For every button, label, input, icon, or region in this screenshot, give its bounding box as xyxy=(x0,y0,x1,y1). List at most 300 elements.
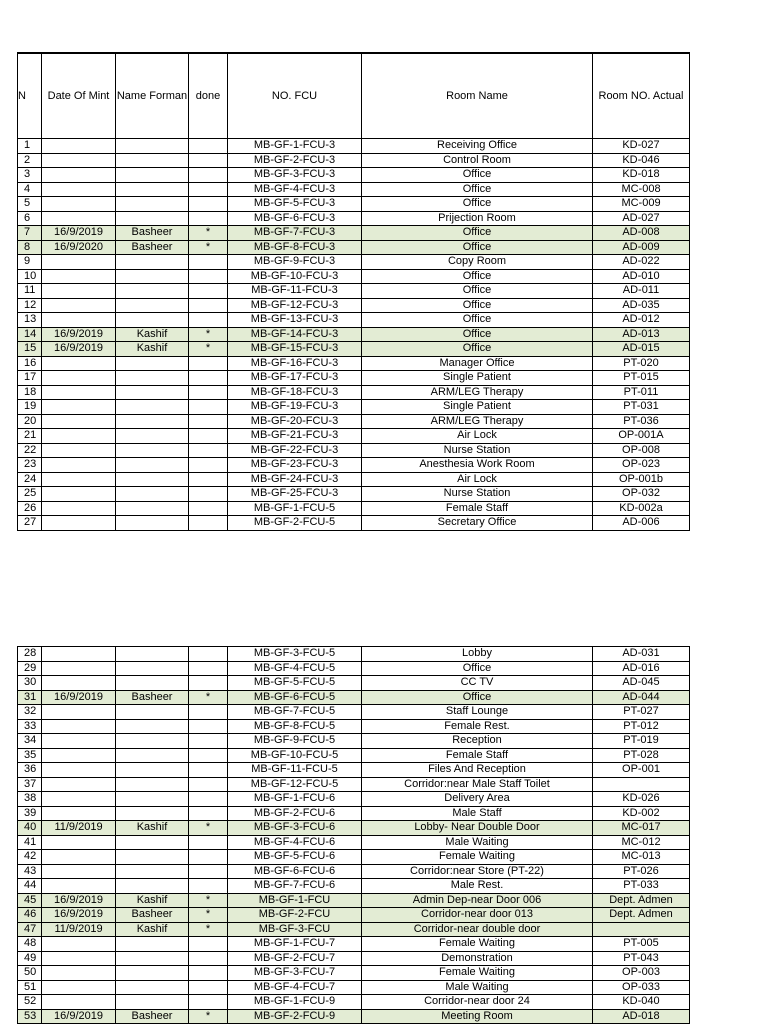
room-name-cell: Nurse Station xyxy=(362,487,593,502)
table-row xyxy=(18,821,690,836)
done-cell xyxy=(189,472,228,487)
room-no-cell: OP-032 xyxy=(593,487,690,502)
table-row xyxy=(18,255,690,270)
date-cell xyxy=(42,182,116,197)
table-row xyxy=(18,501,690,516)
date-cell xyxy=(42,168,116,183)
forman-cell xyxy=(116,385,189,400)
date-cell xyxy=(42,458,116,473)
forman-cell xyxy=(116,168,189,183)
room-no-cell: AD-018 xyxy=(593,1009,690,1024)
done-cell xyxy=(189,168,228,183)
forman-cell: Kashif xyxy=(116,893,189,908)
fcu-cell: MB-GF-17-FCU-3 xyxy=(228,371,362,386)
row-number: 8 xyxy=(18,240,42,255)
room-name-cell: Reception xyxy=(362,734,593,749)
room-name-cell: Office xyxy=(362,197,593,212)
room-name-cell: Manager Office xyxy=(362,356,593,371)
fcu-cell: MB-GF-15-FCU-3 xyxy=(228,342,362,357)
row-number: 49 xyxy=(18,951,42,966)
row-number: 24 xyxy=(18,472,42,487)
fcu-cell: MB-GF-5-FCU-5 xyxy=(228,676,362,691)
date-cell xyxy=(42,255,116,270)
done-cell xyxy=(189,835,228,850)
fcu-cell: MB-GF-2-FCU-9 xyxy=(228,1009,362,1024)
room-no-cell: AD-016 xyxy=(593,661,690,676)
done-cell xyxy=(189,879,228,894)
forman-cell xyxy=(116,705,189,720)
forman-cell xyxy=(116,298,189,313)
fcu-cell: MB-GF-1-FCU-6 xyxy=(228,792,362,807)
forman-cell: Kashif xyxy=(116,922,189,937)
room-name-cell: Lobby- Near Double Door xyxy=(362,821,593,836)
fcu-cell: MB-GF-11-FCU-3 xyxy=(228,284,362,299)
done-cell xyxy=(189,197,228,212)
date-cell xyxy=(42,429,116,444)
done-cell: * xyxy=(189,893,228,908)
done-cell: * xyxy=(189,342,228,357)
done-cell: * xyxy=(189,908,228,923)
forman-cell: Basheer xyxy=(116,908,189,923)
date-cell xyxy=(42,298,116,313)
done-cell xyxy=(189,676,228,691)
done-cell xyxy=(189,705,228,720)
room-no-cell: AD-009 xyxy=(593,240,690,255)
row-number: 42 xyxy=(18,850,42,865)
room-name-cell: Male Staff xyxy=(362,806,593,821)
row-number: 51 xyxy=(18,980,42,995)
room-no-cell: AD-015 xyxy=(593,342,690,357)
room-name-cell: Air Lock xyxy=(362,472,593,487)
forman-cell: Basheer xyxy=(116,240,189,255)
header-date: Date Of Mint xyxy=(42,53,116,139)
table-row xyxy=(18,443,690,458)
row-number: 50 xyxy=(18,966,42,981)
done-cell: * xyxy=(189,226,228,241)
date-cell: 16/9/2019 xyxy=(42,690,116,705)
date-cell: 16/9/2019 xyxy=(42,327,116,342)
room-no-cell: AD-044 xyxy=(593,690,690,705)
room-no-cell: MC-017 xyxy=(593,821,690,836)
done-cell xyxy=(189,211,228,226)
row-number: 1 xyxy=(18,139,42,154)
table-row xyxy=(18,661,690,676)
row-number: 33 xyxy=(18,719,42,734)
done-cell xyxy=(189,734,228,749)
row-number: 46 xyxy=(18,908,42,923)
room-no-cell: PT-043 xyxy=(593,951,690,966)
done-cell xyxy=(189,400,228,415)
row-number: 37 xyxy=(18,777,42,792)
room-no-cell: AD-012 xyxy=(593,313,690,328)
table-row xyxy=(18,371,690,386)
fcu-table-top xyxy=(17,52,690,531)
table-row xyxy=(18,719,690,734)
date-cell xyxy=(42,313,116,328)
row-number: 48 xyxy=(18,937,42,952)
table-row xyxy=(18,400,690,415)
date-cell xyxy=(42,400,116,415)
room-no-cell: PT-033 xyxy=(593,879,690,894)
table-row xyxy=(18,298,690,313)
forman-cell xyxy=(116,516,189,531)
fcu-cell: MB-GF-2-FCU-5 xyxy=(228,516,362,531)
done-cell: * xyxy=(189,922,228,937)
header-fcu: NO. FCU xyxy=(228,53,362,139)
date-cell xyxy=(42,516,116,531)
room-no-cell: PT-020 xyxy=(593,356,690,371)
room-name-cell: Female Staff xyxy=(362,748,593,763)
table-row xyxy=(18,647,690,662)
done-cell: * xyxy=(189,1009,228,1024)
room-name-cell: Office xyxy=(362,168,593,183)
room-no-cell: KD-002 xyxy=(593,806,690,821)
header-n: N xyxy=(18,53,42,139)
date-cell: 16/9/2019 xyxy=(42,226,116,241)
room-name-cell: Anesthesia Work Room xyxy=(362,458,593,473)
room-name-cell: Office xyxy=(362,661,593,676)
table-row xyxy=(18,864,690,879)
date-cell xyxy=(42,139,116,154)
header-forman: Name Forman xyxy=(116,53,189,139)
room-no-cell: AD-006 xyxy=(593,516,690,531)
table-row xyxy=(18,516,690,531)
room-name-cell: Office xyxy=(362,313,593,328)
room-name-cell: Secretary Office xyxy=(362,516,593,531)
room-name-cell: Corridor:near Male Staff Toilet xyxy=(362,777,593,792)
table-row xyxy=(18,763,690,778)
room-no-cell: PT-005 xyxy=(593,937,690,952)
done-cell xyxy=(189,487,228,502)
done-cell: * xyxy=(189,240,228,255)
room-no-cell: PT-031 xyxy=(593,400,690,415)
room-name-cell: Female Waiting xyxy=(362,937,593,952)
forman-cell xyxy=(116,371,189,386)
fcu-cell: MB-GF-2-FCU-7 xyxy=(228,951,362,966)
table-row xyxy=(18,980,690,995)
forman-cell xyxy=(116,414,189,429)
room-no-cell: PT-036 xyxy=(593,414,690,429)
fcu-cell: MB-GF-1-FCU xyxy=(228,893,362,908)
done-cell xyxy=(189,458,228,473)
room-name-cell: Air Lock xyxy=(362,429,593,444)
forman-cell xyxy=(116,487,189,502)
room-name-cell: Male Rest. xyxy=(362,879,593,894)
row-number: 28 xyxy=(18,647,42,662)
table-row xyxy=(18,487,690,502)
fcu-cell: MB-GF-21-FCU-3 xyxy=(228,429,362,444)
row-number: 44 xyxy=(18,879,42,894)
date-cell xyxy=(42,487,116,502)
room-name-cell: Meeting Room xyxy=(362,1009,593,1024)
room-name-cell: Female Waiting xyxy=(362,966,593,981)
row-number: 14 xyxy=(18,327,42,342)
table-row xyxy=(18,734,690,749)
row-number: 7 xyxy=(18,226,42,241)
forman-cell xyxy=(116,980,189,995)
room-name-cell: Corridor-near double door xyxy=(362,922,593,937)
row-number: 11 xyxy=(18,284,42,299)
date-cell xyxy=(42,980,116,995)
row-number: 15 xyxy=(18,342,42,357)
room-no-cell: Dept. Admen xyxy=(593,893,690,908)
done-cell xyxy=(189,429,228,444)
done-cell xyxy=(189,255,228,270)
table-row xyxy=(18,342,690,357)
table-row xyxy=(18,197,690,212)
done-cell xyxy=(189,371,228,386)
fcu-cell: MB-GF-5-FCU-3 xyxy=(228,197,362,212)
table-row xyxy=(18,211,690,226)
done-cell xyxy=(189,995,228,1010)
fcu-cell: MB-GF-2-FCU xyxy=(228,908,362,923)
fcu-cell: MB-GF-25-FCU-3 xyxy=(228,487,362,502)
date-cell: 16/9/2019 xyxy=(42,1009,116,1024)
room-name-cell: CC TV xyxy=(362,676,593,691)
table-row xyxy=(18,429,690,444)
done-cell xyxy=(189,385,228,400)
table-row xyxy=(18,313,690,328)
table-row xyxy=(18,269,690,284)
table-row xyxy=(18,240,690,255)
forman-cell xyxy=(116,284,189,299)
table-row xyxy=(18,893,690,908)
date-cell xyxy=(42,792,116,807)
room-name-cell: Male Waiting xyxy=(362,835,593,850)
room-no-cell: KD-026 xyxy=(593,792,690,807)
room-no-cell: MC-012 xyxy=(593,835,690,850)
forman-cell xyxy=(116,864,189,879)
table-row xyxy=(18,182,690,197)
fcu-cell: MB-GF-20-FCU-3 xyxy=(228,414,362,429)
table-row xyxy=(18,995,690,1010)
room-no-cell: OP-023 xyxy=(593,458,690,473)
row-number: 22 xyxy=(18,443,42,458)
date-cell xyxy=(42,879,116,894)
table-row xyxy=(18,327,690,342)
room-no-cell: AD-027 xyxy=(593,211,690,226)
room-no-cell: KD-027 xyxy=(593,139,690,154)
forman-cell xyxy=(116,966,189,981)
date-cell xyxy=(42,951,116,966)
table-row xyxy=(18,226,690,241)
table-row xyxy=(18,922,690,937)
room-no-cell: MC-008 xyxy=(593,182,690,197)
fcu-cell: MB-GF-7-FCU-3 xyxy=(228,226,362,241)
fcu-cell: MB-GF-4-FCU-5 xyxy=(228,661,362,676)
table-row xyxy=(18,850,690,865)
room-name-cell: Office xyxy=(362,240,593,255)
room-name-cell: Corridor-near door 24 xyxy=(362,995,593,1010)
forman-cell xyxy=(116,792,189,807)
fcu-cell: MB-GF-2-FCU-3 xyxy=(228,153,362,168)
done-cell xyxy=(189,777,228,792)
room-no-cell: KD-046 xyxy=(593,153,690,168)
fcu-cell: MB-GF-16-FCU-3 xyxy=(228,356,362,371)
fcu-cell: MB-GF-1-FCU-3 xyxy=(228,139,362,154)
header-room-no: Room NO. Actual xyxy=(593,53,690,139)
done-cell xyxy=(189,850,228,865)
forman-cell xyxy=(116,356,189,371)
date-cell: 16/9/2019 xyxy=(42,342,116,357)
fcu-cell: MB-GF-7-FCU-5 xyxy=(228,705,362,720)
done-cell xyxy=(189,501,228,516)
date-cell xyxy=(42,777,116,792)
date-cell xyxy=(42,734,116,749)
forman-cell xyxy=(116,211,189,226)
room-no-cell: KD-040 xyxy=(593,995,690,1010)
fcu-cell: MB-GF-24-FCU-3 xyxy=(228,472,362,487)
fcu-cell: MB-GF-3-FCU-3 xyxy=(228,168,362,183)
table-row xyxy=(18,908,690,923)
done-cell xyxy=(189,966,228,981)
room-no-cell: MC-009 xyxy=(593,197,690,212)
fcu-cell: MB-GF-3-FCU-6 xyxy=(228,821,362,836)
forman-cell xyxy=(116,661,189,676)
done-cell: * xyxy=(189,327,228,342)
forman-cell: Basheer xyxy=(116,226,189,241)
table-row xyxy=(18,792,690,807)
table-row xyxy=(18,705,690,720)
room-name-cell: Receiving Office xyxy=(362,139,593,154)
date-cell xyxy=(42,356,116,371)
date-cell xyxy=(42,501,116,516)
date-cell: 16/9/2019 xyxy=(42,908,116,923)
row-number: 20 xyxy=(18,414,42,429)
row-number: 5 xyxy=(18,197,42,212)
forman-cell xyxy=(116,806,189,821)
room-name-cell: ARM/LEG Therapy xyxy=(362,414,593,429)
forman-cell: Kashif xyxy=(116,342,189,357)
fcu-cell: MB-GF-14-FCU-3 xyxy=(228,327,362,342)
table-row xyxy=(18,458,690,473)
done-cell xyxy=(189,182,228,197)
room-name-cell: Office xyxy=(362,269,593,284)
room-no-cell: AD-008 xyxy=(593,226,690,241)
room-no-cell: AD-031 xyxy=(593,647,690,662)
date-cell xyxy=(42,719,116,734)
table-row xyxy=(18,472,690,487)
date-cell: 16/9/2020 xyxy=(42,240,116,255)
room-name-cell: Female Waiting xyxy=(362,850,593,865)
date-cell xyxy=(42,269,116,284)
date-cell: 16/9/2019 xyxy=(42,893,116,908)
done-cell xyxy=(189,806,228,821)
done-cell xyxy=(189,269,228,284)
table-row xyxy=(18,748,690,763)
row-number: 52 xyxy=(18,995,42,1010)
room-name-cell: Female Staff xyxy=(362,501,593,516)
room-name-cell: Male Waiting xyxy=(362,980,593,995)
date-cell xyxy=(42,705,116,720)
room-no-cell: AD-010 xyxy=(593,269,690,284)
row-number: 17 xyxy=(18,371,42,386)
row-number: 41 xyxy=(18,835,42,850)
room-name-cell: Single Patient xyxy=(362,371,593,386)
forman-cell xyxy=(116,777,189,792)
date-cell xyxy=(42,284,116,299)
done-cell xyxy=(189,313,228,328)
date-cell xyxy=(42,937,116,952)
row-number: 19 xyxy=(18,400,42,415)
row-number: 4 xyxy=(18,182,42,197)
forman-cell: Kashif xyxy=(116,327,189,342)
table-row xyxy=(18,835,690,850)
room-name-cell: Staff Lounge xyxy=(362,705,593,720)
forman-cell xyxy=(116,472,189,487)
room-no-cell: PT-015 xyxy=(593,371,690,386)
forman-cell xyxy=(116,763,189,778)
room-name-cell: Office xyxy=(362,690,593,705)
date-cell xyxy=(42,197,116,212)
fcu-cell: MB-GF-9-FCU-3 xyxy=(228,255,362,270)
done-cell xyxy=(189,980,228,995)
row-number: 2 xyxy=(18,153,42,168)
done-cell xyxy=(189,792,228,807)
room-no-cell: OP-001b xyxy=(593,472,690,487)
room-name-cell: Lobby xyxy=(362,647,593,662)
room-name-cell: Office xyxy=(362,327,593,342)
fcu-cell: MB-GF-10-FCU-5 xyxy=(228,748,362,763)
row-number: 45 xyxy=(18,893,42,908)
fcu-table-bottom xyxy=(17,646,690,1024)
header-room-name: Room Name xyxy=(362,53,593,139)
room-name-cell: Demonstration xyxy=(362,951,593,966)
table-row xyxy=(18,385,690,400)
room-no-cell: OP-033 xyxy=(593,980,690,995)
room-name-cell: ARM/LEG Therapy xyxy=(362,385,593,400)
fcu-cell: MB-GF-18-FCU-3 xyxy=(228,385,362,400)
date-cell xyxy=(42,835,116,850)
fcu-cell: MB-GF-12-FCU-3 xyxy=(228,298,362,313)
date-cell xyxy=(42,414,116,429)
date-cell xyxy=(42,371,116,386)
row-number: 18 xyxy=(18,385,42,400)
done-cell xyxy=(189,443,228,458)
room-no-cell: PT-012 xyxy=(593,719,690,734)
room-no-cell: OP-008 xyxy=(593,443,690,458)
date-cell: 11/9/2019 xyxy=(42,922,116,937)
done-cell: * xyxy=(189,821,228,836)
header-done: done xyxy=(189,53,228,139)
table-row xyxy=(18,676,690,691)
room-no-cell: PT-026 xyxy=(593,864,690,879)
date-cell xyxy=(42,211,116,226)
forman-cell xyxy=(116,734,189,749)
room-name-cell: Office xyxy=(362,284,593,299)
room-no-cell: OP-001 xyxy=(593,763,690,778)
row-number: 29 xyxy=(18,661,42,676)
fcu-cell: MB-GF-4-FCU-7 xyxy=(228,980,362,995)
fcu-cell: MB-GF-11-FCU-5 xyxy=(228,763,362,778)
room-no-cell: AD-022 xyxy=(593,255,690,270)
table-row xyxy=(18,879,690,894)
done-cell xyxy=(189,864,228,879)
done-cell xyxy=(189,719,228,734)
forman-cell xyxy=(116,850,189,865)
row-number: 27 xyxy=(18,516,42,531)
fcu-cell: MB-GF-6-FCU-5 xyxy=(228,690,362,705)
done-cell: * xyxy=(189,690,228,705)
fcu-cell: MB-GF-6-FCU-3 xyxy=(228,211,362,226)
fcu-cell: MB-GF-19-FCU-3 xyxy=(228,400,362,415)
room-name-cell: Prijection Room xyxy=(362,211,593,226)
forman-cell: Basheer xyxy=(116,690,189,705)
room-no-cell: AD-011 xyxy=(593,284,690,299)
row-number: 36 xyxy=(18,763,42,778)
fcu-cell: MB-GF-22-FCU-3 xyxy=(228,443,362,458)
table-row xyxy=(18,284,690,299)
